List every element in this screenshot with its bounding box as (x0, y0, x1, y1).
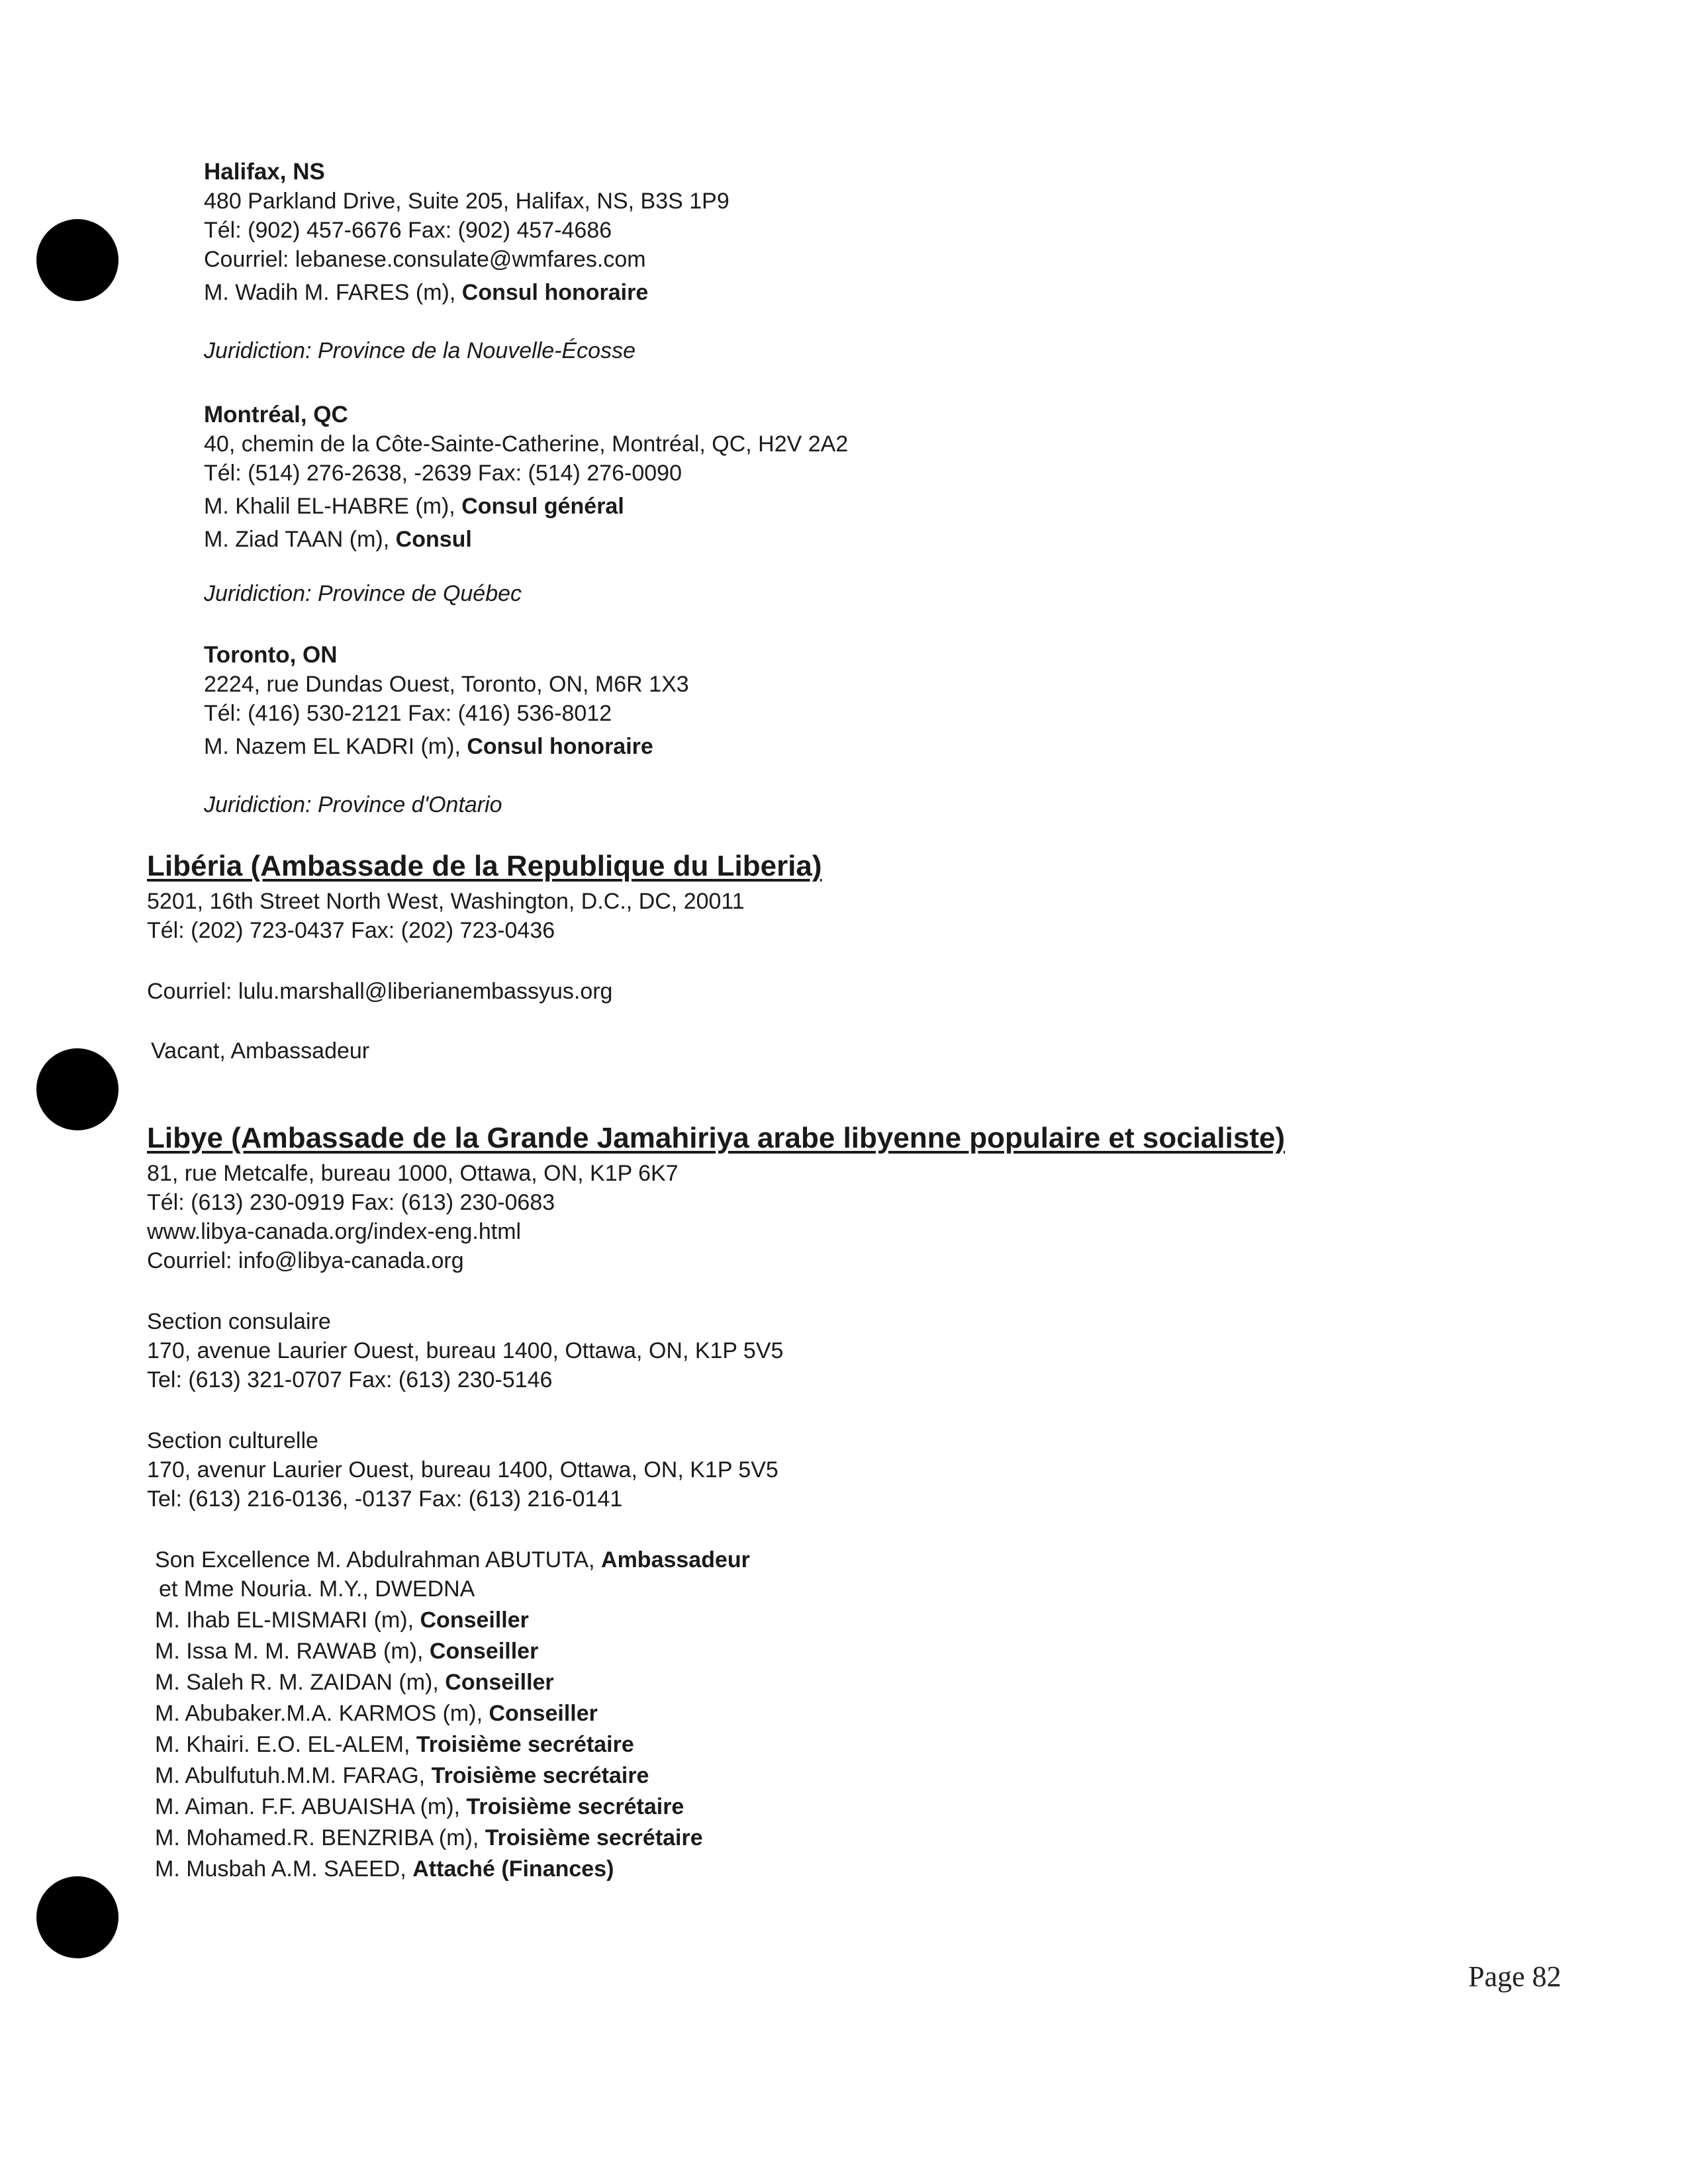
person-name: M. Musbah A.M. SAEED, (155, 1856, 413, 1882)
jurisdiction: Juridiction: Province d'Ontario (204, 792, 502, 817)
consular-section-phone: Tel: (613) 321-0707 Fax: (613) 230-5146 (147, 1367, 553, 1392)
person-name: M. Nazem EL KADRI (m), (204, 734, 467, 759)
cultural-section-address: 170, avenur Laurier Ouest, bureau 1400, Ottawa, ON, K1P 5V5 (147, 1457, 778, 1482)
person-title: Consul honoraire (467, 734, 653, 759)
person-title: Conseiller (429, 1639, 539, 1664)
staff-member (155, 1854, 1285, 1884)
email: Courriel: info@libya-canada.org (147, 1248, 464, 1273)
staff-member (155, 1761, 1285, 1790)
person (204, 492, 848, 521)
person-title: Conseiller (489, 1701, 598, 1726)
liberia-embassy (147, 848, 822, 1066)
montreal-consulate (204, 400, 848, 608)
person-title: Troisième secrétaire (466, 1794, 684, 1819)
jurisdiction: Juridiction: Province de Québec (204, 581, 522, 606)
ambassador-spouse: et Mme Nouria. M.Y., DWEDNA (159, 1576, 475, 1602)
staff-member (155, 1637, 1285, 1666)
address: 40, chemin de la Côte-Sainte-Catherine, Montréal, QC, H2V 2A2 (204, 432, 849, 457)
email: Courriel: lebanese.consulate@wmfares.com (204, 247, 646, 272)
person-title: Conseiller (445, 1670, 554, 1695)
person-name: Son Excellence M. Abdulrahman ABUTUTA, (155, 1547, 602, 1572)
person-name: M. Issa M. M. RAWAB (m), (155, 1639, 430, 1664)
person-title: Troisième secrétaire (485, 1825, 703, 1850)
person-name: M. Ziad TAAN (m), (204, 527, 396, 552)
punch-hole-bottom (36, 1876, 118, 1958)
city-heading: Halifax, NS (204, 159, 325, 185)
toronto-consulate (204, 641, 689, 819)
person-title: Conseiller (420, 1608, 529, 1633)
staff-member (155, 1668, 1285, 1697)
halifax-consulate (204, 158, 729, 365)
staff-member (155, 1606, 1285, 1635)
consular-section-label: Section consulaire (147, 1309, 331, 1334)
website: www.libya-canada.org/index-eng.html (147, 1219, 522, 1244)
address: 5201, 16th Street North West, Washington, D.C., DC, 20011 (147, 889, 745, 914)
email: Courriel: lulu.marshall@liberianembassyus.org (147, 979, 613, 1004)
person-name: M. Abulfutuh.M.M. FARAG, (155, 1763, 432, 1788)
person-name: M. Wadih M. FARES (m), (204, 280, 462, 305)
person-name: M. Abubaker.M.A. KARMOS (m), (155, 1701, 489, 1726)
person-title: Troisième secrétaire (431, 1763, 649, 1788)
country-heading: Libéria (Ambassade de la Republique du Liberia) (147, 850, 822, 882)
consular-section-address: 170, avenue Laurier Ouest, bureau 1400, Ottawa, ON, K1P 5V5 (147, 1338, 784, 1363)
city-heading: Montréal, QC (204, 402, 348, 428)
cultural-section-phone: Tel: (613) 216-0136, -0137 Fax: (613) 216-0141 (147, 1486, 623, 1512)
phone-fax: Tél: (202) 723-0437 Fax: (202) 723-0436 (147, 918, 555, 943)
libye-embassy (147, 1120, 1285, 1884)
phone-fax: Tél: (416) 530-2121 Fax: (416) 536-8012 (204, 701, 612, 726)
phone-fax: Tél: (902) 457-6676 Fax: (902) 457-4686 (204, 218, 612, 243)
punch-hole-middle (36, 1048, 118, 1130)
person (204, 278, 729, 307)
person-name: M. Saleh R. M. ZAIDAN (m), (155, 1670, 445, 1695)
person-title: Attaché (Finances) (412, 1856, 614, 1882)
address: 480 Parkland Drive, Suite 205, Halifax, NS, B3S 1P9 (204, 189, 729, 214)
ambassador (155, 1545, 1285, 1574)
person-name: M. Khalil EL-HABRE (m), (204, 494, 462, 519)
person-title: Ambassadeur (601, 1547, 750, 1572)
staff-member (155, 1699, 1285, 1728)
staff-member (155, 1792, 1285, 1821)
cultural-section-label: Section culturelle (147, 1428, 318, 1453)
person (204, 732, 689, 761)
page-number: Page 82 (1468, 1960, 1562, 1993)
country-heading: Libye (Ambassade de la Grande Jamahiriya arabe libyenne populaire et socialiste) (147, 1122, 1286, 1154)
staff-list (155, 1545, 1285, 1884)
person-name: M. Aiman. F.F. ABUAISHA (m), (155, 1794, 467, 1819)
person-name: M. Khairi. E.O. EL-ALEM, (155, 1732, 416, 1757)
person-name: M. Mohamed.R. BENZRIBA (m), (155, 1825, 485, 1850)
address: 81, rue Metcalfe, bureau 1000, Ottawa, ON, K1P 6K7 (147, 1161, 679, 1186)
address: 2224, rue Dundas Ouest, Toronto, ON, M6R 1X3 (204, 672, 689, 697)
person-title: Consul honoraire (461, 280, 649, 305)
person-title: Consul (395, 527, 472, 552)
person-title: Troisième secrétaire (416, 1732, 634, 1757)
person-name: M. Ihab EL-MISMARI (m), (155, 1608, 420, 1633)
staff-member (155, 1823, 1285, 1852)
ambassador: Vacant, Ambassadeur (151, 1038, 370, 1064)
person (204, 525, 848, 554)
punch-hole-top (36, 219, 118, 301)
city-heading: Toronto, ON (204, 642, 338, 668)
jurisdiction: Juridiction: Province de la Nouvelle-Écosse (204, 338, 635, 363)
person-title: Consul général (461, 494, 624, 519)
staff-member (155, 1730, 1285, 1759)
phone-fax: Tél: (514) 276-2638, -2639 Fax: (514) 276-0090 (204, 461, 682, 486)
phone-fax: Tél: (613) 230-0919 Fax: (613) 230-0683 (147, 1190, 555, 1215)
